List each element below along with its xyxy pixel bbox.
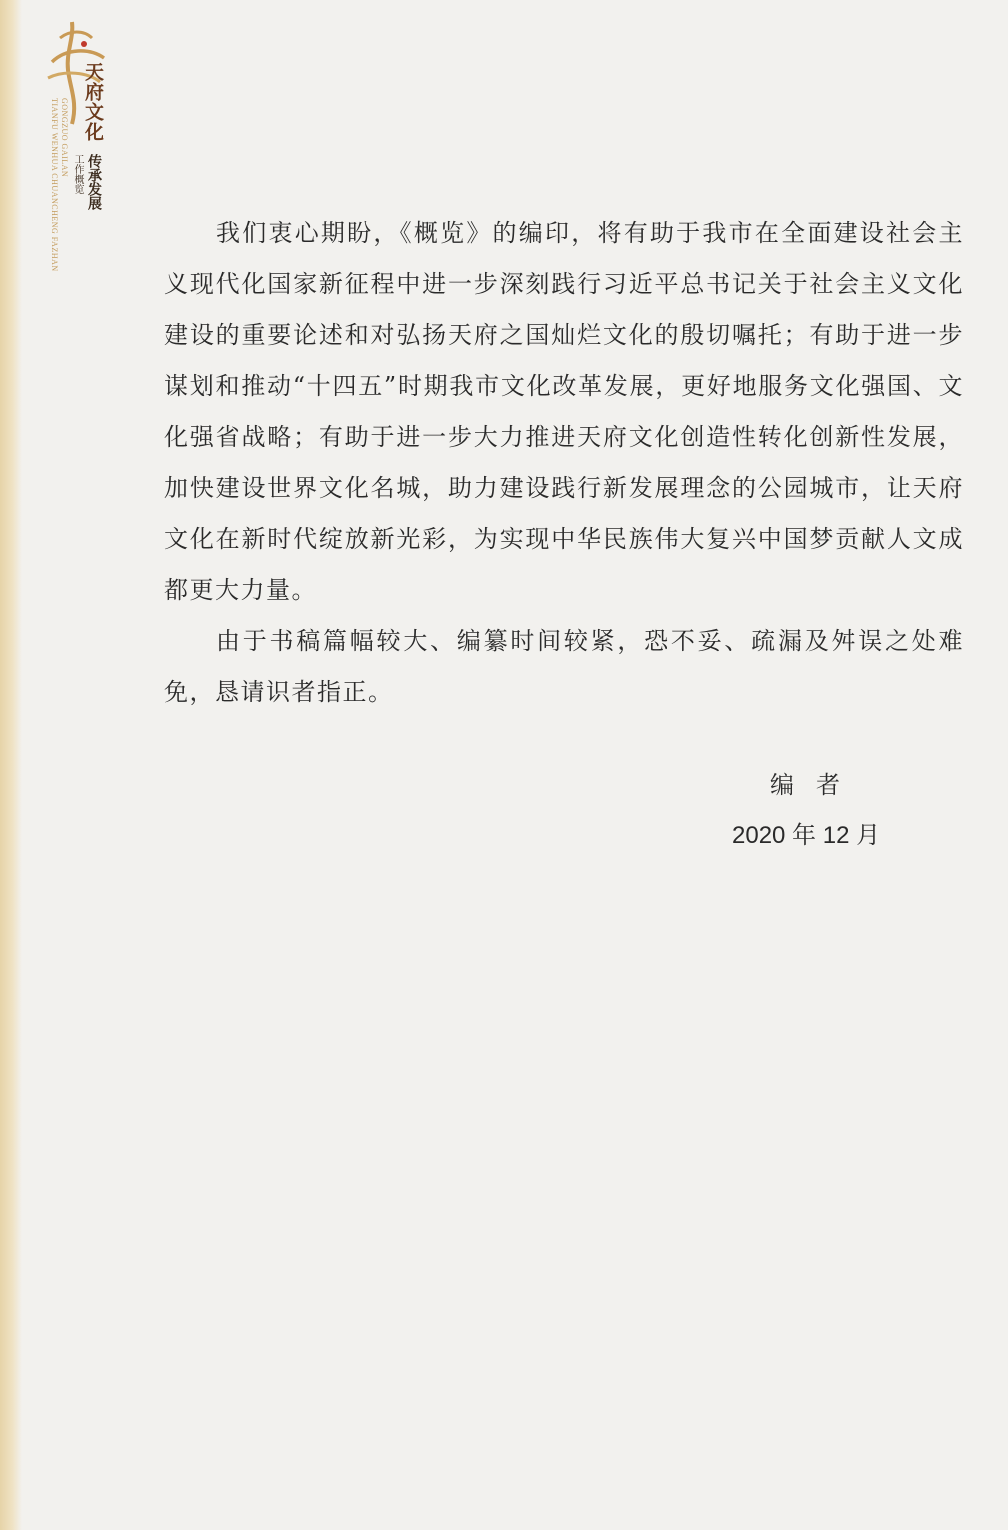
document-body	[164, 208, 964, 718]
logo-pinyin-line2: GONGZUO GAILAN	[60, 98, 69, 178]
logo-subtitle: 传承发展	[86, 154, 102, 210]
paragraph: 我们衷心期盼，《概览》的编印，将有助于我市在全面建设社会主义现代化国家新征程中进一步深刻践行习近平总书记关于社会主义文化建设的重要论述和对弘扬天府之国灿烂文化的殷切嘱托；有助于进一步谋划和推动“十四五”时期我市文化改革发展，更好地服务文化强国、文化强省战略；有助于进一步大力推进天府文化创造性转化创新性发展，加快建设世界文化名城，助力建设践行新发展理念的公园城市，让天府文化在新时代绽放新光彩，为实现中华民族伟大复兴中国梦贡献人文成都更大力量。	[164, 219, 964, 604]
logo-subtitle-secondary: 工作概览	[72, 154, 83, 194]
signature: 编者	[770, 771, 862, 799]
date: 2020 年 12 月	[732, 822, 881, 849]
logo-title: 天府文化	[82, 62, 104, 142]
paragraph: 由于书稿篇幅较大、编纂时间较紧，恐不妥、疏漏及舛误之处难免，恳请识者指正。	[164, 627, 964, 706]
page-edge	[0, 0, 22, 1530]
logo-pinyin-line1: TIANFU WENHUA CHUANCHENG FAZHAN	[50, 98, 59, 272]
